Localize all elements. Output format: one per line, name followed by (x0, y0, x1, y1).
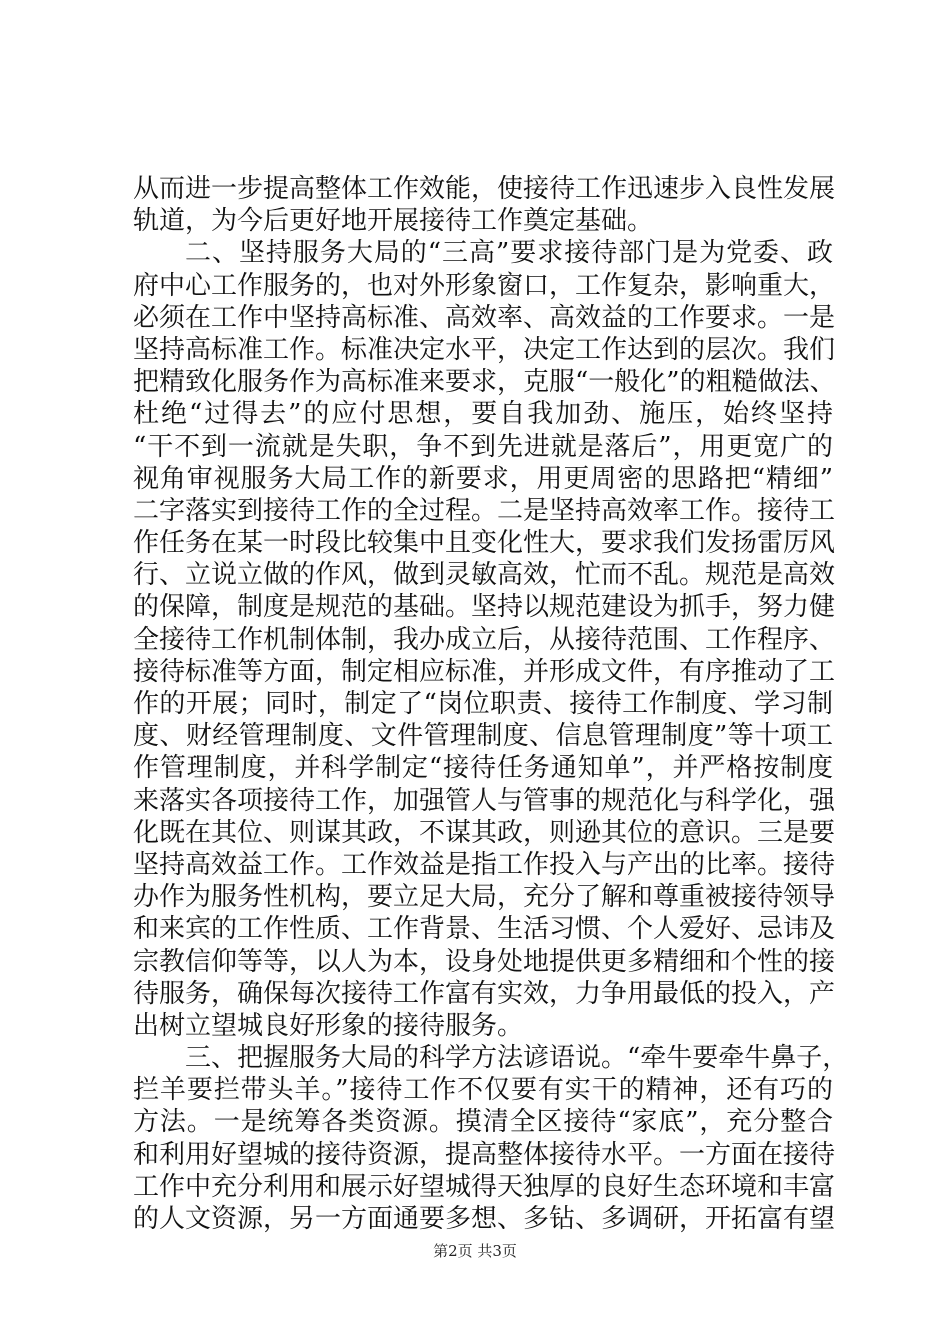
text-line: 必须在工作中坚持高标准、高效率、高效益的工作要求。一是 (133, 302, 836, 333)
text-line: 坚持高效益工作。工作效益是指工作投入与产出的比率。接待 (133, 849, 836, 880)
text-line: 作管理制度，并科学制定“接待任务通知单”，并严格按制度 (133, 753, 833, 784)
text-line: 和利用好望城的接待资源，提高整体接待水平。一方面在接待 (133, 1139, 836, 1170)
text-line: 宗教信仰等等，以人为本，设身处地提供更多精细和个性的接 (133, 946, 836, 977)
text-line: 方法。一是统筹各类资源。摸清全区接待“家底”，充分整合 (133, 1107, 833, 1138)
text-line: 作任务在某一时段比较集中且变化性大，要求我们发扬雷厉风 (133, 528, 836, 559)
text-line: 拦羊要拦带头羊。”接待工作不仅要有实干的精神，还有巧的 (133, 1075, 833, 1106)
text-line: 作的开展；同时，制定了“岗位职责、接待工作制度、学习制 (133, 689, 833, 719)
text-line: 工作中充分利用和展示好望城得天独厚的良好生态环境和丰富 (133, 1171, 836, 1202)
text-line: 办作为服务性机构，要立足大局，充分了解和尊重被接待领导 (133, 882, 836, 913)
text-line: 轨道，为今后更好地开展接待工作奠定基础。 (133, 206, 654, 237)
text-line: 二、坚持服务大局的“三高”要求接待部门是为党委、政 (185, 238, 833, 269)
text-line: 度、财经管理制度、文件管理制度、信息管理制度”等十项工 (133, 721, 833, 752)
text-line: 三、把握服务大局的科学方法谚语说。“牵牛要牵牛鼻子， (185, 1043, 849, 1074)
text-line: 把精致化服务作为高标准来要求，克服“一般化”的粗糙做法、 (133, 367, 836, 398)
text-line: 坚持高标准工作。标准决定水平，决定工作达到的层次。我们 (133, 334, 836, 365)
text-line: 和来宾的工作性质、工作背景、生活习惯、个人爱好、忌讳及 (133, 914, 836, 945)
text-line: 出树立望城良好形象的接待服务。 (133, 1010, 524, 1041)
text-line: 府中心工作服务的，也对外形象窗口，工作复杂，影响重大， (133, 270, 836, 301)
page-footer: 第2页 共3页 (433, 1242, 517, 1260)
text-line: 全接待工作机制体制，我办成立后，从接待范围、工作程序、 (133, 624, 836, 655)
text-line: 接待标准等方面，制定相应标准，并形成文件，有序推动了工 (133, 656, 836, 687)
document-body (133, 173, 849, 1235)
text-line: 待服务，确保每次接待工作富有实效，力争用最低的投入，产 (133, 978, 836, 1009)
text-line: 二字落实到接待工作的全过程。二是坚持高效率工作。接待工 (133, 495, 836, 526)
text-line: 化既在其位、则谋其政，不谋其政，则逊其位的意识。三是要 (133, 817, 836, 848)
text-line: 的保障，制度是规范的基础。坚持以规范建设为抓手，努力健 (133, 592, 836, 623)
text-line: 视角审视服务大局工作的新要求，用更周密的思路把“精细” (133, 463, 833, 494)
text-line: 来落实各项接待工作，加强管人与管事的规范化与科学化，强 (133, 785, 836, 816)
text-line: 杜绝“过得去”的应付思想，要自我加劲、施压，始终坚持 (133, 399, 833, 430)
text-line: 的人文资源，另一方面通要多想、多钻、多调研，开拓富有望 (133, 1204, 836, 1234)
text-line: 从而进一步提高整体工作效能，使接待工作迅速步入良性发展 (133, 174, 836, 204)
text-line: “干不到一流就是失职，争不到先进就是落后”，用更宽广的 (133, 431, 833, 462)
text-line: 行、立说立做的作风，做到灵敏高效，忙而不乱。规范是高效 (133, 560, 836, 591)
